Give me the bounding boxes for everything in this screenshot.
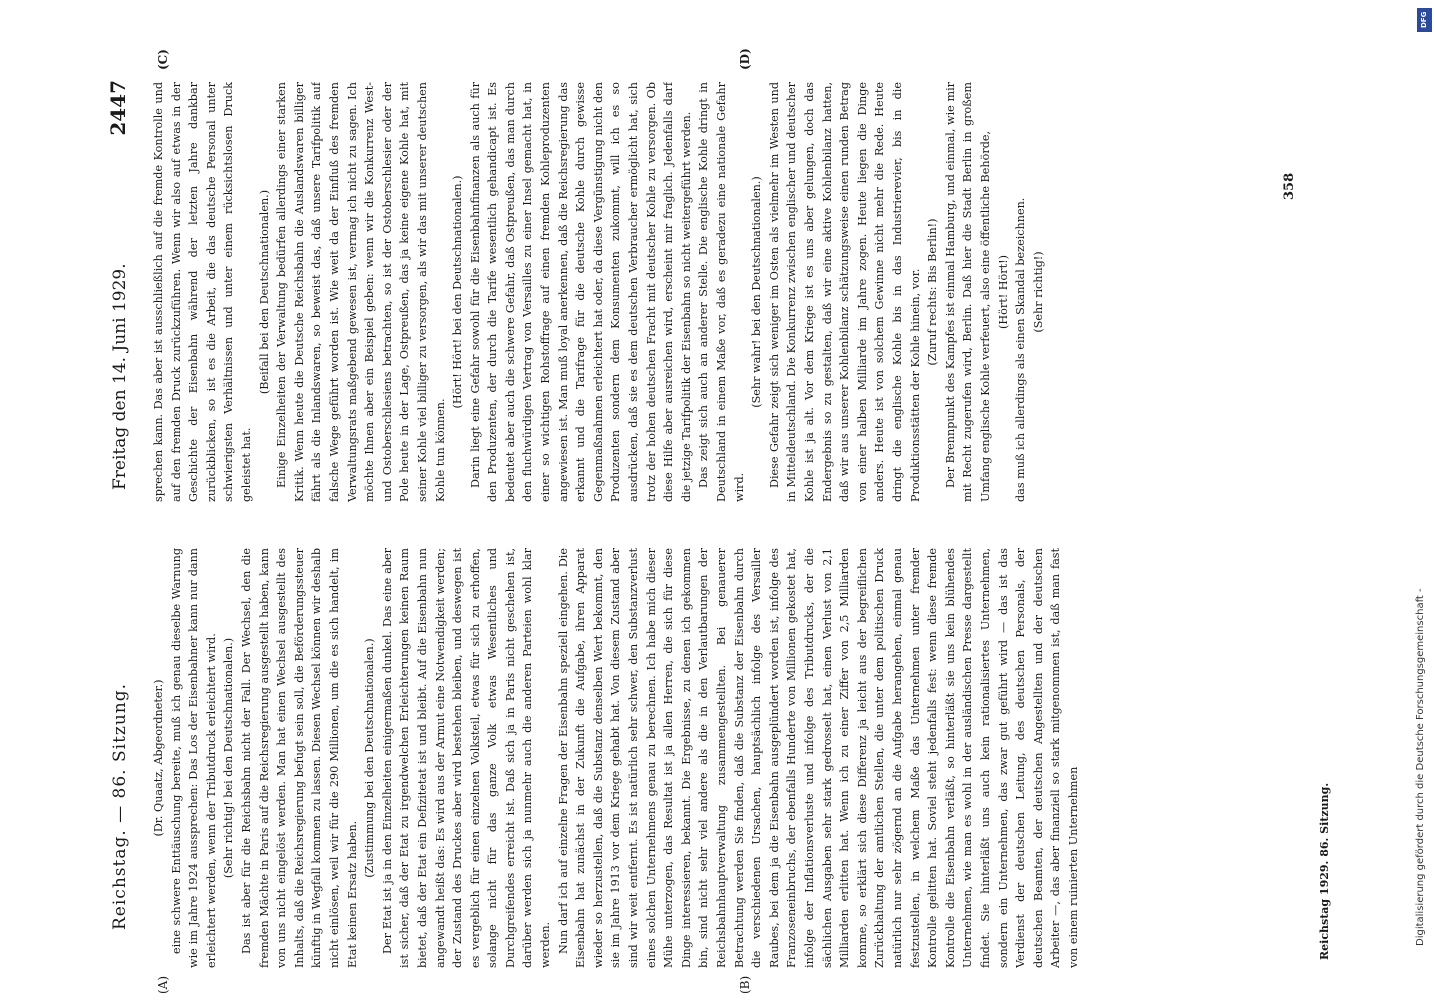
sheet-signature: 358 [1282,172,1297,200]
dfg-logo-icon: DFG [1417,8,1432,32]
document-page [90,40,1340,1000]
margin-mark-d: (D) [738,48,752,70]
dfg-sidebar [1415,6,1434,994]
right-column [150,82,1270,502]
running-header [104,80,138,970]
digitization-credit: Digitalisierung gefördert durch die Deutsche Forschungsgemeinschaft - [1415,588,1426,946]
margin-mark-c: (C) [156,49,170,70]
paragraph: Das ist aber für die Reichsbahn nicht der Fall. Der Wechsel, den die fremden Mächte in Paris auf die Reichsregierung ausgestellt haben, kann von uns nicht eingelöst werden. Man hat einen Wechsel ausgestellt des Inhalts, daß die Reichsregierung befugt sein soll, die Beförderungssteuer künftig in Wegfall kommen zu lassen. Diesen Wechsel können wir deshalb nicht einlösen, weil wir für die 290 Millionen, um die es sich handelt, im Etat keinen Ersatz haben. [239,548,359,968]
paragraph: sprechen kann. Das aber ist ausschließlich auf die fremde Kontrolle und auf den fremden Druck zurückzuführen. Wenn wir also auf etwas in der Geschichte der Eisenbahn während der letzten Jahre dankbar zurückblicken, so ist es die Arbeit, die das deutsche Personal unter schwierigsten Verhältnissen und unter einem rücksichtslosen Druck geleistet hat. [152,82,253,502]
interjection: (Sehr wahr! bei den Deutschnationalen.) [750,176,764,408]
paragraph: Einige Einzelheiten der Verwaltung bedürfen allerdings einer starken Kritik. Wenn heute die Deutsche Reichsbahn die Auslandswaren billiger fährt als die Inlandswaren, so beweist das, daß unsere Tarifpolitik auf falsche Wege geführt worden ist. Wie weit da der Einfluß des fremden Verwaltungsrats maßgebend gewesen ist, vermag ich nicht zu sagen. Ich möchte Ihnen aber ein Beispiel geben: wenn wir die Konkurrenz West- und Ostoberschlesiens betrachten, so ist der Ostoberschlesier oder der Pole heute in der Lage, Ostpreußen, das ja keine eigene Kohle hat, mit seiner Kohle viel billiger zu versorgen, als wir das mit unserer deutschen Kohle tun können. [275,82,447,502]
header-date: Freitag den 14. Juni 1929. [110,263,130,490]
interjection: (Sehr richtig!) [1031,251,1045,333]
paragraph: Diese Gefahr zeigt sich weniger im Osten als vielmehr im Westen und in Mitteldeutschland. Die Konkurrenz zwischen englischer und deutscher Kohle ist ja alt. Vor dem Kriege ist es uns aber gelungen, doch das Endergebnis so zu gestalten, daß wir eine aktive Kohlenbilanz hatten, daß wir aus unserer Kohlenbilanz schätzungsweise einen runden Betrag von einer halben Milliarde im Jahre zogen. Heute liegen die Dinge anders. Heute ist von solchem Gewinne nicht mehr die Rede. Heute dringt die englische Kohle bis in das Industrierevier, bis in die Produktionsstätten der Kohle hinein, vor. [767,82,922,502]
footer-signature: Reichstag 1929. 86. Sitzung. [1318,782,1331,960]
speaker-line: (Dr. Quaatz, Abgeordneter.) [152,679,165,837]
interjection: (Hört! Hört!) [996,255,1010,329]
header-page-number: 2447 [106,80,130,136]
margin-mark-b: (B) [738,975,752,994]
interjection: (Zustimmung bei den Deutschnationalen.) [363,638,377,878]
paragraph: Nun darf ich auf einzelne Fragen der Eisenbahn speziell eingehen. Die Eisenbahn hat zunächst in der Zukunft die Aufgabe, ihren Apparat wieder so herzustellen, daß die Substanz denselben Wert bekommt, den sie im Jahre 1913 vor dem Kriege gehabt hat. Von diesem Zustand aber sind wir weit entfernt. Es ist natürlich sehr schwer, den Substanzverlust eines solchen Unternehmens genau zu berechnen. Ich habe mich dieser Mühe unterzogen, das Resultat ist ja allen Herren, die sich für diese Dinge interessieren, bekannt. Die Ergebnisse, zu denen ich gekommen bin, sind nicht sehr viel andere als die in den Verlautbarungen der Reichsbahnhauptverwaltung zusammengestellten. Bei genauerer Betrachtung werden Sie finden, daß die Substanz der Eisenbahn durch die verschiedenen Ursachen, hauptsächlich infolge des Versailler Raubes, bei dem ja die Eisenbahn ausgeplündert worden ist, infolge des Franzoseneinbruchs, der ebenfalls Hunderte von Millionen gekostet hat, infolge der Inflationsverluste und infolge des Tributdrucks, der die sächlichen Ausgaben sehr stark gedrosselt hat, einen Verlust von 2,1 Milliarden erlitten hat. Wenn ich zu einer Ziffer von 2,5 Milliarden komme, so erklärt sich diese Differenz ja leicht aus der begreiflichen Zurückhaltung der amtlichen Stellen, die unter dem politischen Druck natürlich nur sehr zögernd an die Aufgabe herangehen, einmal genau festzustellen, in welchem Maße das Unternehmen unter fremder Kontrolle gelitten hat. Soviel steht jedenfalls fest: wenn diese fremde Kontrolle die Eisenbahn verläßt, so hinterläßt sie uns kein blühendes Unternehmen, wie man es wohl in der ausländischen Presse dargestellt findet. Sie hinterläßt uns auch kein rationalisiertes Unternehmen, sondern ein Unternehmen, das zwar gut geführt wird — das ist das Verdienst der deutschen Leitung, des deutschen Personals, der deutschen Beamten, der deutschen Angestellten und der deutschen Arbeiter —, das aber finanziell so stark mitgenommen ist, daß man fast von einem ruinierten Unternehmen [556,548,1080,968]
interjection: (Sehr richtig! bei den Deutschnationalen.) [222,637,236,879]
interjection: (Hört! Hört! bei den Deutschnationalen.) [451,175,465,409]
paragraph: Der Brennpunkt des Kampfes ist einmal Hamburg, und einmal, wie mir mit Recht zugerufen wird, Berlin. Daß hier die Stadt Berlin in großem Umfang englische Kohle verfeuert, also eine öffentliche Behörde, [943,82,992,502]
paragraph: Darin liegt eine Gefahr sowohl für die Eisenbahnfinanzen als auch für den Produzenten, der durch die Tarife wesentlich gehandicapt ist. Es bedeutet aber auch die schwere Gefahr, daß Ostpreußen, das man durch den fluchwürdigen Vertrag von Versailles zu einer Insel gemacht hat, in einer so wichtigen Rohstoffrage auf einen fremden Kohleproduzenten angewiesen ist. Man muß loyal anerkennen, daß die Reichsregierung das erkannt und die Tarifrage für die deutsche Kohle durch gewisse Gegenmaßnahmen erleichtert hat oder, da diese Vergünstigung nicht den Produzenten sondern dem Konsumenten zukommt, will ich es so ausdrücken, daß sie es dem deutschen Verbraucher ermöglicht hat, sich trotz der hohen deutschen Fracht mit deutscher Kohle zu versorgen. Ob diese Hilfe aber ausreichen wird, erscheint mir fraglich. Jedenfalls darf die jetzige Tarifpolitik der Eisenbahn so nicht weitergeführt werden. [468,82,693,502]
paragraph: Das zeigt sich auch an anderer Stelle. Die englische Kohle dringt in Deutschland in einem Maße vor, daß es geradezu eine nationale Gefahr wird. [697,82,746,502]
paragraph: das muß ich allerdings als einen Skandal bezeichnen. [1014,197,1028,502]
margin-mark-a: (A) [156,975,170,994]
interjection: (Beifall bei den Deutschnationalen.) [257,189,271,395]
paragraph: Der Etat ist ja in den Einzelheiten einigermaßen dunkel. Das eine aber ist sicher, daß der Etat zu irgendwelchen Erleichterungen keinen Raum bietet, daß der Etat ein Defizitetat ist und bleibt. Auf die Eisenbahn nun angewandt heißt das: Es wird aus der Armut eine Notwendigkeit werden; der Zustand des Druckes aber wird bestehen bleiben, und deswegen ist es vergeblich für einen einzelnen Volksteil, etwas für sich zu erhoffen, solange nicht für das ganze Volk etwas Wesentliches und Durchgreifendes erreicht ist. Daß sich ja in Paris nicht geschehen ist, darüber werden sich ja nunmehr auch die anderen Parteien wohl klar werden. [380,548,553,968]
header-session: Reichstag. — 86. Sitzung. [110,682,130,930]
paragraph: eine schwere Enttäuschung bereite, muß ich genau dieselbe Warnung wie im Jahre 1924 aussprechen: Das Los der Eisenbahner kann nur dann erleichtert werden, wenn der Tributdruck erleichtert wird. [169,548,218,968]
left-column [150,548,1310,968]
interjection: (Zuruf rechts: Bis Berlin!) [926,218,940,366]
